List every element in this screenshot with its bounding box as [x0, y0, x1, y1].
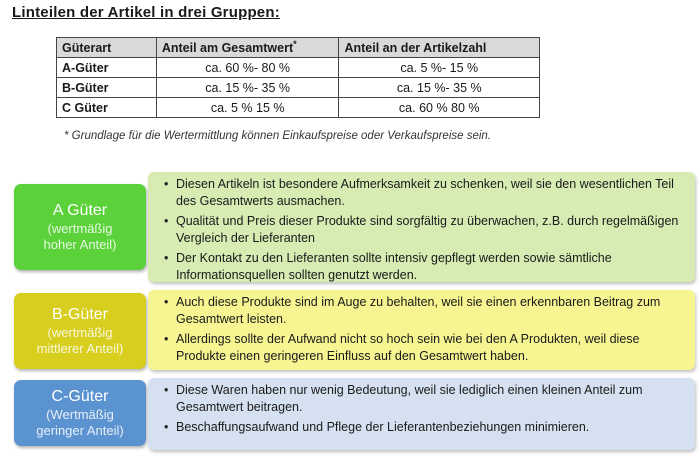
page-title: Linteilen der Artikel in drei Gruppen: [12, 4, 280, 21]
table-cell: ca. 5 %- 15 % [339, 58, 540, 78]
group-a-sub2: hoher Anteil) [43, 237, 117, 252]
group-c-bullets [176, 382, 685, 436]
table-row [57, 78, 540, 98]
list-item: • Diese Waren haben nur wenig Bedeutung, weil sie lediglich einen kleinen Anteil zum Gesamtwert beitragen. [176, 382, 685, 415]
group-b-name: B-Güter [51, 306, 108, 323]
group-a-description [148, 172, 695, 282]
table-cell: A-Güter [57, 58, 157, 78]
col-header-guterart: Güterart [57, 38, 157, 58]
group-c-label [14, 380, 146, 446]
group-b-label [14, 293, 146, 369]
list-item: • Beschaffungsaufwand und Pflege der Lieferantenbeziehungen minimieren. [176, 419, 685, 436]
col-header-gesamtwert: Anteil am Gesamtwert* [156, 38, 339, 58]
group-b-sub1: (wertmäßig [47, 325, 113, 340]
group-c-name: C-Güter [51, 388, 109, 405]
table-cell: ca. 60 % 80 % [339, 98, 540, 118]
table-header-row [57, 38, 540, 58]
table-cell: C Güter [57, 98, 157, 118]
table-cell: ca. 60 %- 80 % [156, 58, 339, 78]
table-cell: ca. 15 %- 35 % [339, 78, 540, 98]
group-c-sub2: geringer Anteil) [36, 423, 124, 438]
group-b-bullets [176, 294, 685, 364]
group-a-sub1: (wertmäßig [47, 221, 113, 236]
table-cell: ca. 5 % 15 % [156, 98, 339, 118]
group-a-label [14, 184, 146, 270]
group-a-name: A Güter [52, 202, 108, 219]
table-row [57, 58, 540, 78]
list-item: • Der Kontakt zu den Lieferanten sollte intensiv gepflegt werden sowie sämtliche Informationsquellen sollten genutzt werden. [176, 250, 685, 283]
list-item: • Auch diese Produkte sind im Auge zu behalten, weil sie einen erkennbaren Beitrag zum Gesamtwert leisten. [176, 294, 685, 327]
table-cell: ca. 15 %- 35 % [156, 78, 339, 98]
table-row [57, 98, 540, 118]
group-b-sub2: mittlerer Anteil) [36, 341, 124, 356]
group-b-description [148, 290, 695, 370]
footnote-mark: * [293, 39, 297, 50]
list-item: • Diesen Artikeln ist besondere Aufmerksamkeit zu schenken, weil sie den wesentlichen Teil des Gesamtwerts ausmachen. [176, 176, 685, 209]
list-item: • Allerdings sollte der Aufwand nicht so hoch sein wie bei den A Produkten, weil diese Produkte einen geringeren Einfluss auf den Gesamtwert haben. [176, 331, 685, 364]
group-a-bullets [176, 176, 685, 283]
list-item: • Qualität und Preis dieser Produkte sind sorgfältig zu überwachen, z.B. durch regelmäßigen Vergleich der Lieferanten [176, 213, 685, 246]
table-footnote: * Grundlage für die Wertermittlung können Einkaufspreise oder Verkaufspreise sein. [64, 130, 492, 142]
col-header-artikelzahl: Anteil an der Artikelzahl [339, 38, 540, 58]
table-cell: B-Güter [57, 78, 157, 98]
group-c-sub1: (Wertmäßig [46, 407, 114, 422]
groups-table [56, 37, 540, 118]
group-c-description [148, 378, 695, 450]
